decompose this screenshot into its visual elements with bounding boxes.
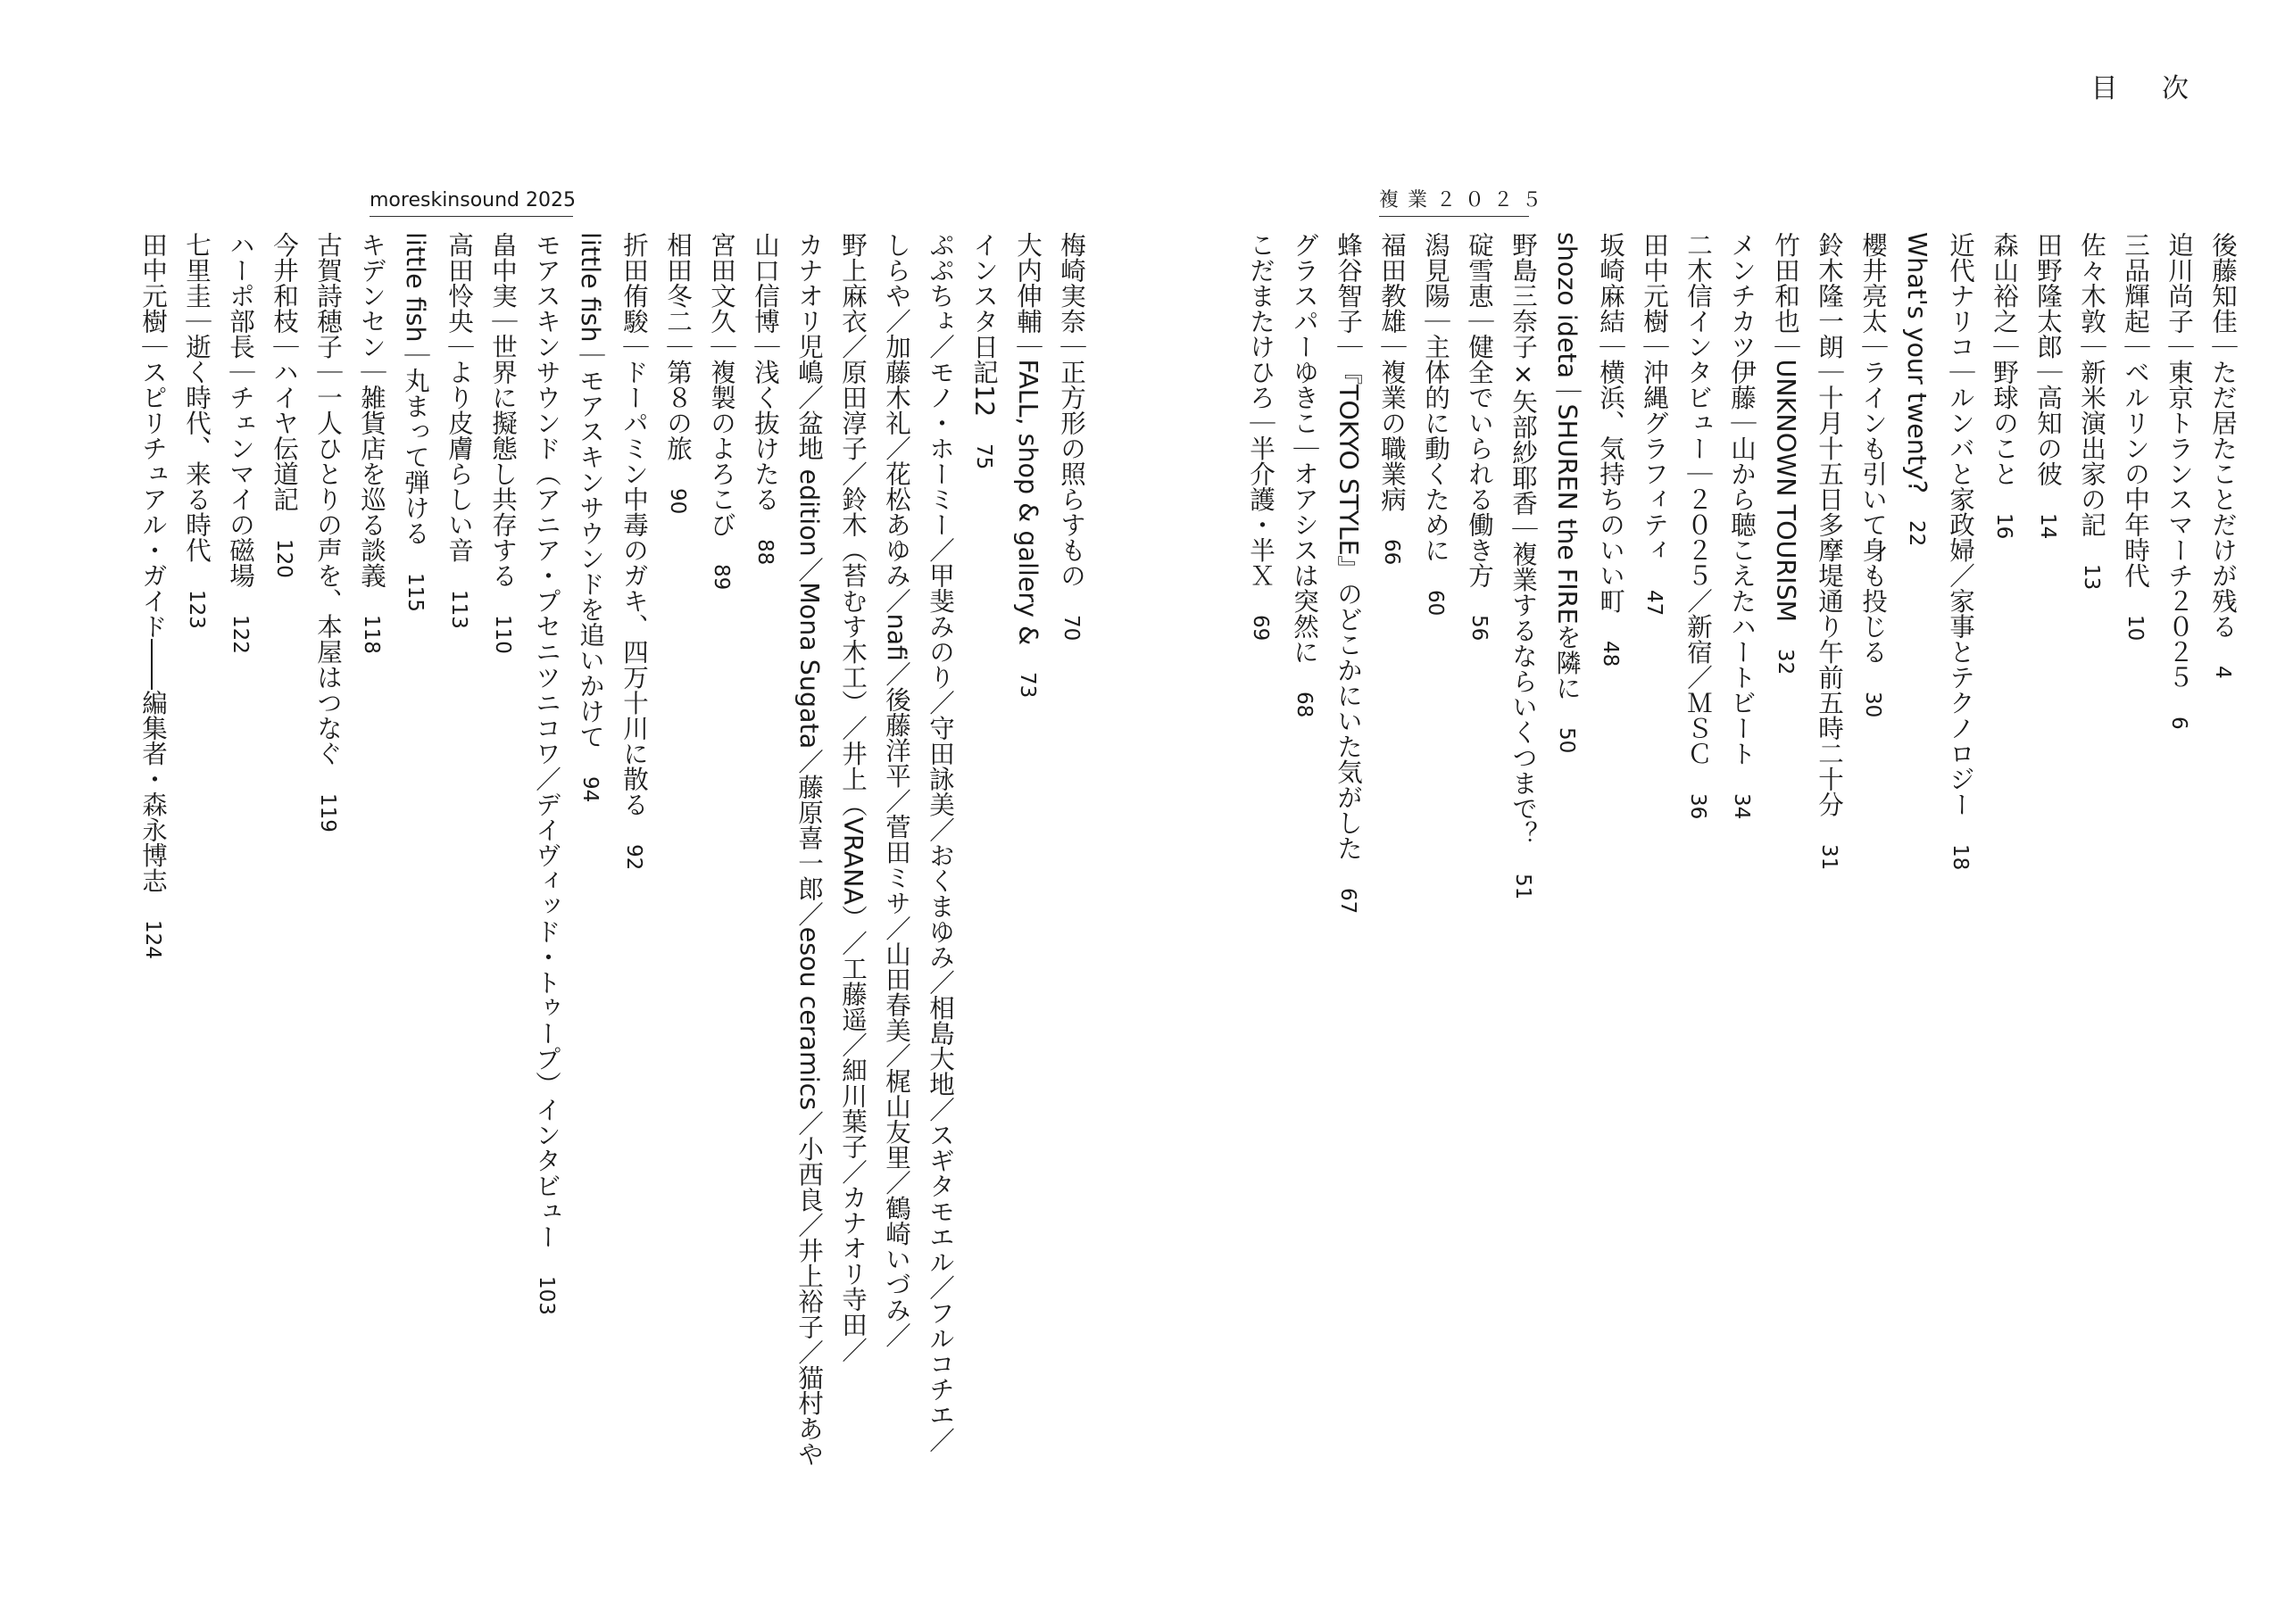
toc-entry-title: こだまたけひろ｜半介護・半Ｘ — [1246, 232, 1275, 588]
toc-entry-title: グラスパーゆきこ｜オアシスは突然に — [1290, 232, 1319, 665]
toc-entry — [1328, 232, 1367, 914]
toc-entry-title: 竹田和也｜UNKNOWN TOURISM — [1771, 232, 1800, 623]
toc-entry-title: little fish｜丸まって弾ける — [401, 232, 430, 546]
toc-entry-page-number: 73 — [1016, 672, 1039, 699]
toc-entry — [1051, 232, 1091, 641]
toc-entry-title: 七里圭｜逝く時代、来る時代 — [182, 232, 212, 563]
toc-entry-page-number: 48 — [1599, 640, 1622, 667]
toc-entry — [1809, 232, 1849, 870]
page-title: 目 次 — [2090, 73, 2206, 104]
toc-entry — [133, 232, 172, 959]
toc-entry-title: 坂崎麻結｜横浜、気持ちのいい町 — [1596, 232, 1625, 614]
toc-entry — [745, 232, 785, 565]
toc-entry — [658, 232, 697, 514]
toc-entry — [877, 232, 916, 1347]
toc-entry-title: 田中元樹｜沖縄グラフィティ — [1640, 232, 1669, 563]
toc-entry — [2028, 232, 2067, 539]
section-header-fukugyo: 複業２０２５ — [1379, 189, 1529, 217]
toc-entry-title: 森山裕之｜野球のこと — [1990, 232, 2019, 486]
toc-entry — [1940, 232, 1980, 870]
toc-entry — [570, 232, 610, 802]
toc-entry — [1634, 232, 1674, 616]
toc-entry-page-number: 69 — [1249, 615, 1272, 642]
toc-entry-page-number: 92 — [622, 843, 645, 870]
toc-entry — [220, 232, 260, 654]
toc-entry-page-number: 103 — [535, 1276, 558, 1315]
toc-entry-title: キデンセン｜雑貨店を巡る談義 — [357, 232, 386, 588]
toc-entry-title: 畠中実｜世界に擬態し共存する — [488, 232, 518, 588]
section-header-moreskinsound: moreskinsound 2025 — [370, 189, 573, 217]
toc-entry-title: 佐々木敦｜新米演出家の記 — [2077, 232, 2106, 537]
toc-entry-title: 宮田文久｜複製のよろこび — [707, 232, 736, 537]
toc-entry — [1897, 232, 1936, 546]
toc-entry-page-number: 10 — [2123, 615, 2147, 642]
toc-entry-page-number: 66 — [1380, 538, 1403, 565]
toc-entry-title: 田中元樹｜スピリチュアル・ガイド――編集者・森永博志 — [138, 232, 168, 893]
toc-entry — [2072, 232, 2111, 590]
toc-entry-title: 迫川尚子｜東京トランスマーチ２０２５ — [2165, 232, 2194, 690]
toc-entry — [308, 232, 347, 832]
toc-entry — [1984, 232, 2023, 539]
toc-entry — [702, 232, 741, 590]
toc-entry-title: 福田教雄｜複業の職業病 — [1377, 232, 1407, 512]
toc-entry-page-number: 94 — [578, 775, 602, 802]
toc-entry-title: 三品輝起｜ベルリンの中年時代 — [2121, 232, 2150, 588]
toc-entry-title: 野上麻衣／原田淳子／鈴木（苔むす木工）／井上（VRANA）／工藤遥／細川葉子／カナオリ寺田／ — [838, 232, 868, 1363]
toc-entry — [920, 232, 960, 1453]
toc-entry-page-number: 119 — [316, 792, 339, 833]
toc-entry — [527, 232, 566, 1315]
toc-entry — [439, 232, 478, 628]
toc-entry-page-number: 67 — [1336, 887, 1359, 914]
toc-entry — [1766, 232, 1805, 675]
toc-entry-page-number: 124 — [141, 920, 164, 959]
toc-entry — [833, 232, 872, 1363]
toc-entry-title: 古賀詩穂子｜一人ひとりの声を、本屋はつなぐ — [313, 232, 343, 766]
toc-entry-title: shozo ideta｜SHUREN the FIREを隣に — [1552, 232, 1582, 700]
toc-entry-page-number: 60 — [1424, 589, 1447, 616]
toc-entry-page-number: 18 — [1948, 843, 1972, 870]
toc-entry-title: What's your twenty? — [1902, 232, 1932, 494]
toc-entry-page-number: 75 — [972, 443, 995, 470]
toc-entry-title: 高田怜央｜より皮膚らしい音 — [445, 232, 474, 563]
toc-entry-title: 二木信インタビュー｜２０２５／新宿／ＭＳＣ — [1683, 232, 1713, 766]
toc-entry-page-number: 118 — [360, 615, 383, 654]
toc-entry — [483, 232, 522, 654]
toc-entry-title: 折田侑駿｜ドーパミン中毒のガキ、四万十川に散る — [619, 232, 649, 817]
toc-entry-page-number: 6 — [2167, 717, 2190, 730]
toc-entry-title: インスタ日記12 — [969, 232, 999, 418]
toc-entry — [2115, 232, 2155, 641]
toc-entry — [789, 232, 828, 1466]
toc-entry-title: 近代ナリコ｜ルンバと家政婦／家事とテクノロジー — [1946, 232, 1975, 817]
toc-entry-page-number: 4 — [2211, 666, 2234, 679]
toc-entry-page-number: 47 — [1642, 589, 1666, 616]
toc-entry — [1416, 232, 1455, 616]
toc-entry — [1284, 232, 1324, 717]
toc-entry-title: 田野隆太郎｜高知の彼 — [2033, 232, 2063, 486]
toc-entry-page-number: 89 — [710, 564, 733, 591]
toc-entry-title: little fish｜モアスキンサウンドを追いかけて — [576, 232, 605, 750]
toc-entry — [1459, 232, 1499, 641]
toc-entry-title: 野島三奈子×矢部紗耶香｜複業するならいくつまで？ — [1508, 232, 1538, 847]
toc-entry-page-number: 51 — [1511, 873, 1534, 899]
toc-entry — [1372, 232, 1411, 565]
toc-entry — [2203, 232, 2242, 679]
toc-entry — [1853, 232, 1892, 717]
toc-entry-title: 今井和枝｜ハイヤ伝道記 — [270, 232, 299, 512]
toc-entry — [1722, 232, 1761, 819]
toc-entry-title: 相田冬二｜第８の旅 — [663, 232, 693, 461]
toc-entry-page-number: 122 — [228, 615, 252, 654]
toc-entry — [614, 232, 653, 870]
toc-entry-page-number: 70 — [1059, 615, 1083, 642]
toc-entry-title: 梅崎実奈｜正方形の照らすもの — [1057, 232, 1086, 588]
toc-entry-title: 櫻井亮太｜ラインも引いて身も投じる — [1858, 232, 1888, 665]
toc-entry-title: 潟見陽｜主体的に動くために — [1421, 232, 1450, 563]
toc-entry — [1591, 232, 1630, 667]
toc-entry-page-number: 123 — [185, 589, 208, 629]
toc-entry-page-number: 90 — [666, 487, 689, 514]
toc-entry-title: モアスキンサウンド（アニア・プセニツニコワ／デイヴィッド・トゥープ）インタビュー — [532, 232, 561, 1249]
toc-entry-page-number: 31 — [1817, 843, 1840, 870]
toc-entry — [352, 232, 391, 654]
toc-entry — [1547, 232, 1586, 753]
toc-entry-title: 後藤知佳｜ただ居たことだけが残る — [2208, 232, 2238, 639]
toc-entry — [1008, 232, 1047, 699]
toc-entry — [264, 232, 303, 577]
toc-entry-page-number: 30 — [1861, 691, 1884, 717]
toc-entry — [2159, 232, 2198, 730]
toc-entry-title: 蜂谷智子｜『TOKYO STYLE』のどこかにいた気がした — [1334, 232, 1363, 861]
toc-entry-page-number: 113 — [447, 589, 470, 629]
toc-entry — [1241, 232, 1280, 641]
toc-entry-title: 山口信博｜浅く抜けたる — [751, 232, 780, 512]
toc-entry-page-number: 50 — [1555, 727, 1578, 754]
toc-entry-page-number: 56 — [1467, 615, 1491, 642]
toc-entry-page-number: 22 — [1905, 520, 1928, 547]
toc-entry-page-number: 115 — [403, 572, 427, 612]
toc-entry — [1678, 232, 1717, 819]
toc-entry-page-number: 32 — [1774, 649, 1797, 675]
toc-entry-title: メンチカツ伊藤｜山から聴こえたハートビート — [1727, 232, 1757, 766]
toc-entry-title: ぷぷちょ／モノ・ホーミー／甲斐みのり／守田詠美／おくまゆみ／相島大地／スギタモエル／フルコチエ／ — [926, 232, 955, 1453]
toc-entry — [395, 232, 435, 611]
toc-entry — [1503, 232, 1542, 899]
toc-entry-page-number: 34 — [1730, 792, 1753, 819]
toc-entry — [177, 232, 216, 628]
toc-entry-title: ハーポ部長｜チェンマイの磁場 — [226, 232, 255, 588]
toc-entry-page-number: 13 — [2080, 564, 2103, 591]
toc-entry-page-number: 110 — [491, 615, 514, 654]
toc-entry-page-number: 14 — [2036, 513, 2059, 540]
toc-entry-title: 鈴木隆一朗｜十月十五日多摩堤通り午前五時二十分 — [1815, 232, 1844, 817]
toc-entry-page-number: 120 — [272, 538, 295, 578]
toc-entry — [964, 232, 1003, 470]
toc-entry-page-number: 68 — [1292, 691, 1316, 717]
toc-entry-page-number: 88 — [753, 538, 777, 565]
toc-entry-title: カナオリ児嶋／盆地 edition／Mona Sugata／藤原喜一郎／esou ceramics／小西良／井上裕子／猫村あや — [794, 232, 824, 1467]
toc-entry-title: 大内伸輔｜FALL, shop & gallery & — [1013, 232, 1043, 646]
toc-entry-page-number: 16 — [1992, 513, 2015, 540]
toc-entry-title: 碇雪恵｜健全でいられる働き方 — [1465, 232, 1494, 588]
toc-entry-page-number: 36 — [1686, 792, 1709, 819]
toc-entry-title: しらや／加藤木礼／花松あゆみ／nafi／後藤洋平／菅田ミサ／山田春美／梶山友里／鶴崎いづみ／ — [882, 232, 911, 1348]
